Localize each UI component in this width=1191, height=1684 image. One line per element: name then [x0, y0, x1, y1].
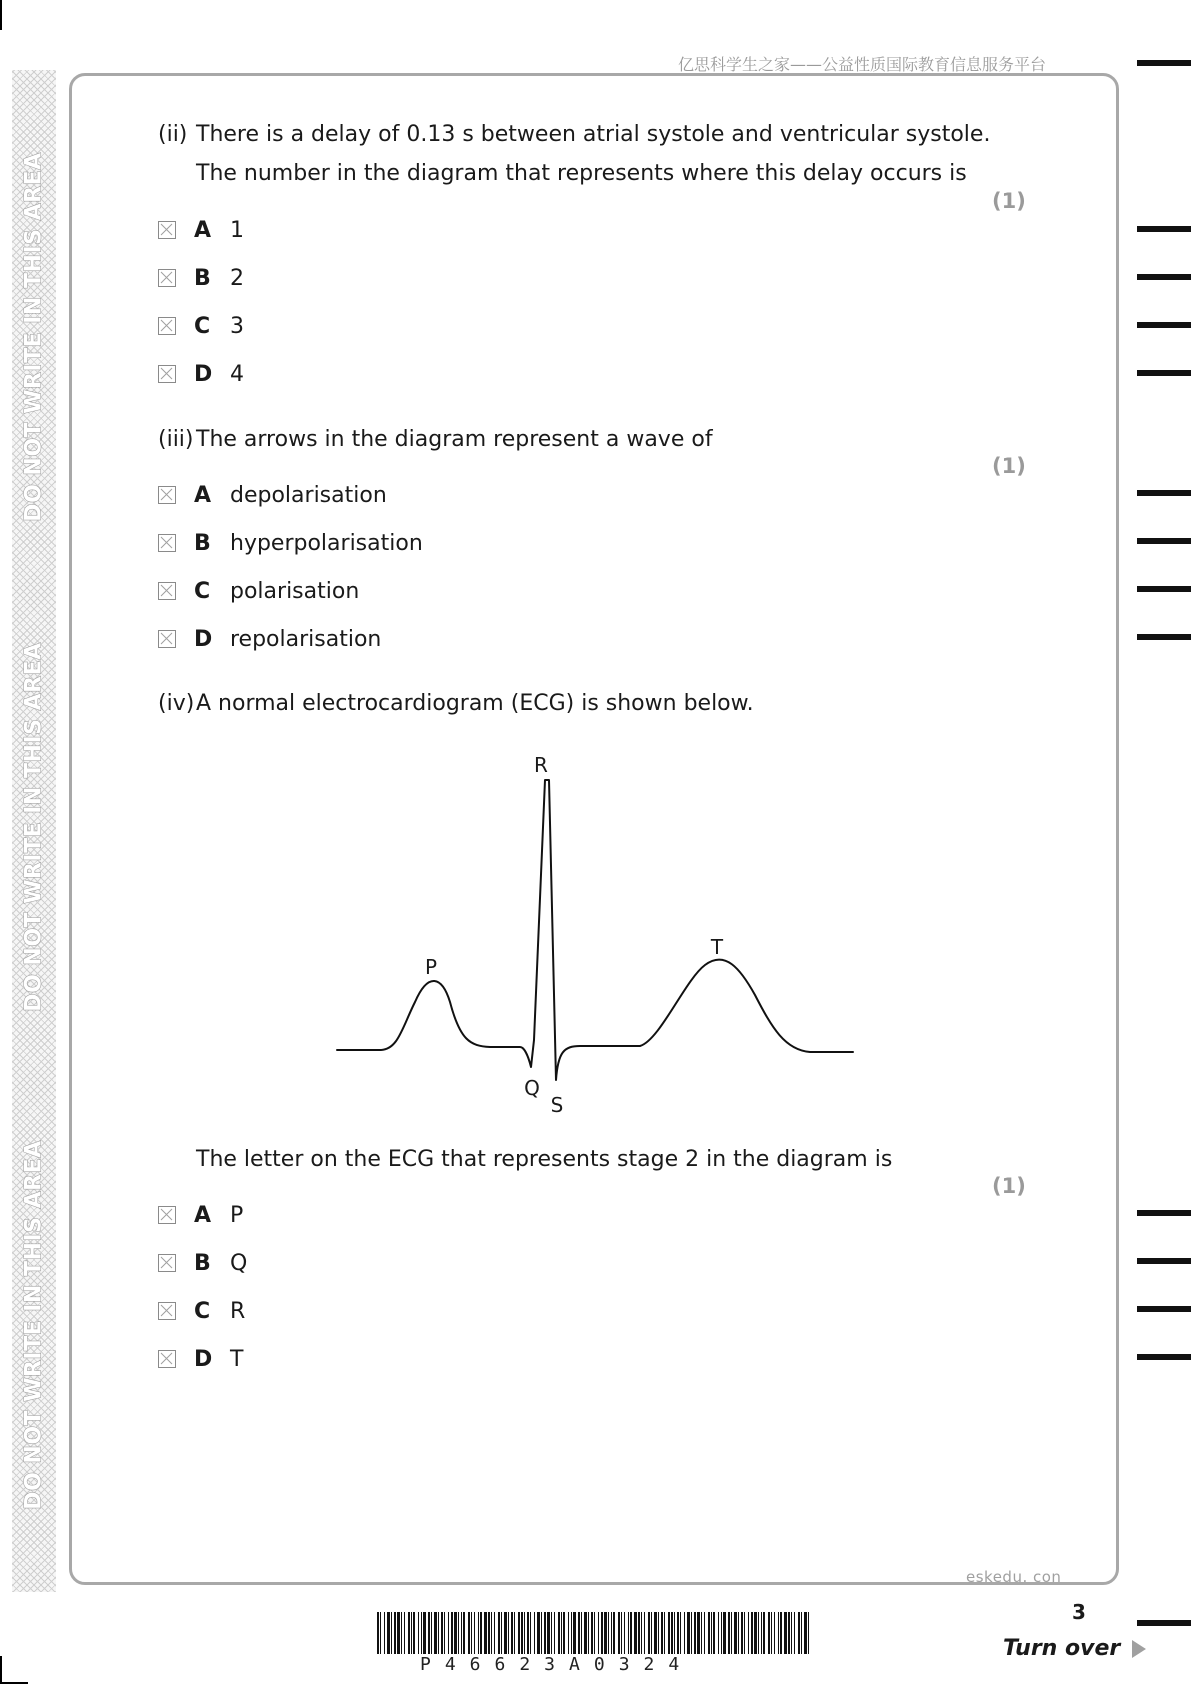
barcode-bar: [658, 1612, 659, 1654]
ecg-label-q: Q: [524, 1076, 540, 1100]
barcode-bar: [561, 1612, 562, 1654]
barcode-bar: [634, 1612, 637, 1654]
barcode-bar: [754, 1612, 757, 1654]
barcode-bar: [501, 1612, 502, 1654]
do-not-write-label: DO NOT WRITE IN THIS AREA: [21, 1140, 47, 1510]
barcode-bar: [608, 1612, 609, 1654]
barcode-bar: [708, 1612, 710, 1654]
barcode-bar: [441, 1612, 443, 1654]
barcode-bar: [604, 1612, 607, 1654]
option-letter: B: [194, 530, 211, 556]
barcode-bar: [624, 1612, 625, 1654]
barcode-bar: [594, 1612, 595, 1654]
marks-label: (1): [992, 189, 1026, 213]
barcode-bar: [484, 1612, 487, 1654]
barcode-bar: [461, 1612, 462, 1654]
option-letter: D: [194, 626, 213, 652]
barcode-bar: [394, 1612, 396, 1654]
barcode-bar: [421, 1612, 422, 1654]
option-text: repolarisation: [230, 626, 382, 652]
barcode-bar: [661, 1612, 663, 1654]
option-text: 3: [230, 313, 244, 339]
barcode-bar: [448, 1612, 449, 1654]
option-letter: A: [194, 217, 212, 243]
barcode-bar: [628, 1612, 629, 1654]
barcode-bar: [584, 1612, 587, 1654]
barcode-bar: [644, 1612, 645, 1654]
barcode-bar: [391, 1612, 392, 1654]
option-row: [158, 313, 244, 339]
answer-checkbox[interactable]: [158, 486, 176, 504]
answer-checkbox[interactable]: [158, 269, 176, 287]
answer-checkbox[interactable]: [158, 1254, 176, 1272]
barcode-bar: [794, 1612, 795, 1654]
barcode-bar: [801, 1612, 802, 1654]
option-text: R: [230, 1298, 246, 1324]
barcode-bar: [524, 1612, 525, 1654]
page-number: 3: [1072, 1600, 1086, 1624]
barcode-bar: [527, 1612, 529, 1654]
barcode-bar: [618, 1612, 620, 1654]
do-not-write-label: DO NOT WRITE IN THIS AREA: [21, 152, 47, 522]
option-letter: D: [194, 1346, 213, 1372]
option-letter: B: [194, 1250, 211, 1276]
option-row: [158, 1298, 245, 1324]
answer-checkbox[interactable]: [158, 365, 176, 383]
barcode-number: P46623A0324: [420, 1654, 694, 1675]
barcode-bar: [521, 1612, 523, 1654]
barcode-bar: [711, 1612, 712, 1654]
barcode-bar: [380, 1612, 381, 1654]
barcode-bar: [404, 1612, 405, 1654]
barcode-bar: [434, 1612, 437, 1654]
answer-checkbox[interactable]: [158, 317, 176, 335]
barcode-bar: [651, 1612, 652, 1654]
question-ii-prompt: The number in the diagram that represents where this delay occurs is: [196, 161, 967, 186]
barcode-bar: [738, 1612, 739, 1654]
barcode-bar: [458, 1612, 459, 1654]
barcode-bar: [431, 1612, 432, 1654]
barcode-bar: [451, 1612, 453, 1654]
question-iv-prompt: The letter on the ECG that represents stage 2 in the diagram is: [196, 1147, 893, 1172]
option-row: [158, 626, 381, 652]
option-text: Q: [230, 1250, 248, 1276]
question-text: A normal electrocardiogram (ECG) is shown below.: [196, 691, 754, 716]
answer-checkbox[interactable]: [158, 534, 176, 552]
barcode-bar: [648, 1612, 650, 1654]
turn-over: [1003, 1636, 1146, 1661]
barcode-bar: [423, 1612, 426, 1654]
barcode-bar: [691, 1612, 692, 1654]
barcode-bar: [508, 1612, 509, 1654]
barcode-bar: [438, 1612, 439, 1654]
answer-checkbox[interactable]: [158, 221, 176, 239]
option-row: [158, 530, 423, 556]
question-iv: [158, 691, 754, 717]
barcode-bar: [621, 1612, 622, 1654]
header-watermark: 亿思科学生之家——公益性质国际教育信息服务平台: [678, 55, 1047, 74]
ecg-trace: [337, 780, 853, 1080]
barcode-bar: [468, 1612, 470, 1654]
answer-checkbox[interactable]: [158, 1302, 176, 1320]
option-row: [158, 1202, 243, 1228]
barcode-bar: [444, 1612, 445, 1654]
barcode-bar: [671, 1612, 673, 1654]
barcode-bar: [741, 1612, 743, 1654]
question-text: The arrows in the diagram represent a wave of: [196, 427, 713, 452]
barcode-bar: [788, 1612, 790, 1654]
barcode-bar: [713, 1612, 715, 1654]
barcode-bar: [491, 1612, 492, 1654]
barcode-bar: [638, 1612, 640, 1654]
barcode-bar: [478, 1612, 479, 1654]
barcode-bar: [418, 1612, 419, 1654]
barcode-bar: [721, 1612, 722, 1654]
barcode-bar: [411, 1612, 412, 1654]
barcode-bar: [744, 1612, 745, 1654]
barcode-bar: [758, 1612, 759, 1654]
barcode-bar: [804, 1612, 807, 1654]
barcode-bar: [558, 1612, 560, 1654]
marks-label: (1): [992, 1174, 1026, 1198]
ecg-label-t: T: [710, 935, 724, 959]
barcode-bar: [530, 1612, 531, 1654]
option-letter: B: [194, 265, 211, 291]
barcode-bar: [613, 1612, 615, 1654]
option-text: 1: [230, 217, 244, 243]
barcode-bar: [387, 1612, 390, 1654]
barcode-bar: [687, 1612, 690, 1654]
barcode-bar: [701, 1612, 702, 1654]
barcode-bar: [763, 1612, 765, 1654]
question-text: There is a delay of 0.13 s between atrial systole and ventricular systole.: [196, 122, 991, 147]
do-not-write-label: DO NOT WRITE IN THIS AREA: [21, 642, 47, 1012]
barcode-bar: [704, 1612, 705, 1654]
crop-mark: [0, 0, 2, 30]
triangle-right-icon: [1132, 1640, 1146, 1658]
barcode-bar: [630, 1612, 632, 1654]
barcode-bar: [578, 1612, 580, 1654]
barcode: [377, 1612, 811, 1654]
option-letter: A: [194, 482, 212, 508]
footer-site-watermark: eskedu. con: [966, 1568, 1062, 1586]
option-letter: C: [194, 578, 211, 604]
barcode-bar: [674, 1612, 675, 1654]
barcode-bar: [554, 1612, 555, 1654]
barcode-bar: [808, 1612, 809, 1654]
barcode-bar: [494, 1612, 495, 1654]
barcode-bar: [664, 1612, 665, 1654]
barcode-bar: [463, 1612, 465, 1654]
barcode-bar: [397, 1612, 400, 1654]
barcode-bar: [778, 1612, 779, 1654]
barcode-bar: [771, 1612, 772, 1654]
barcode-bar: [474, 1612, 475, 1654]
barcode-bar: [641, 1612, 642, 1654]
barcode-bar: [694, 1612, 696, 1654]
option-text: 2: [230, 265, 244, 291]
barcode-bar: [588, 1612, 589, 1654]
option-text: T: [230, 1346, 244, 1372]
barcode-bar: [718, 1612, 719, 1654]
option-row: [158, 578, 359, 604]
barcode-bar: [611, 1612, 612, 1654]
barcode-bar: [668, 1612, 670, 1654]
option-letter: D: [194, 361, 213, 387]
option-text: hyperpolarisation: [230, 530, 423, 556]
option-letter: A: [194, 1202, 212, 1228]
question-number: (ii): [158, 122, 188, 147]
ecg-label-p: P: [424, 955, 438, 979]
barcode-bar: [377, 1612, 379, 1654]
barcode-bar: [654, 1612, 657, 1654]
barcode-bar: [401, 1612, 402, 1654]
option-row: [158, 1346, 243, 1372]
ecg-label-r: R: [534, 753, 548, 777]
barcode-bar: [784, 1612, 787, 1654]
question-iii: [158, 427, 713, 453]
barcode-bar: [454, 1612, 457, 1654]
barcode-bar: [534, 1612, 535, 1654]
option-text: P: [230, 1202, 244, 1228]
barcode-bar: [408, 1612, 410, 1654]
option-row: [158, 217, 244, 243]
barcode-bar: [544, 1612, 546, 1654]
barcode-bar: [791, 1612, 792, 1654]
option-letter: C: [194, 313, 211, 339]
barcode-bar: [488, 1612, 490, 1654]
option-letter: C: [194, 1298, 211, 1324]
barcode-bar: [571, 1612, 572, 1654]
barcode-bar: [768, 1612, 770, 1654]
barcode-bar: [480, 1612, 482, 1654]
barcode-bar: [551, 1612, 552, 1654]
barcode-bar: [723, 1612, 726, 1654]
barcode-bar: [563, 1612, 565, 1654]
option-row: [158, 482, 387, 508]
crop-mark: [0, 1656, 2, 1684]
barcode-bar: [518, 1612, 520, 1654]
barcode-bar: [591, 1612, 593, 1654]
option-row: [158, 361, 244, 387]
barcode-bar: [384, 1612, 385, 1654]
barcode-bar: [774, 1612, 775, 1654]
barcode-bar: [680, 1612, 681, 1654]
option-text: depolarisation: [230, 482, 387, 508]
ecg-label-s: S: [550, 1093, 564, 1117]
question-ii: [158, 122, 990, 148]
barcode-bar: [598, 1612, 599, 1654]
barcode-bar: [547, 1612, 550, 1654]
barcode-bar: [581, 1612, 582, 1654]
barcode-bar: [748, 1612, 749, 1654]
barcode-bar: [514, 1612, 515, 1654]
barcode-bar: [511, 1612, 513, 1654]
barcode-bar: [568, 1612, 569, 1654]
option-row: [158, 265, 244, 291]
barcode-bar: [573, 1612, 576, 1654]
answer-checkbox[interactable]: [158, 1206, 176, 1224]
answer-checkbox[interactable]: [158, 630, 176, 648]
barcode-bar: [697, 1612, 700, 1654]
answer-checkbox[interactable]: [158, 582, 176, 600]
option-text: 4: [230, 361, 244, 387]
barcode-bar: [601, 1612, 603, 1654]
ecg-diagram: [330, 740, 870, 1120]
question-number: (iv): [158, 691, 195, 716]
option-row: [158, 1250, 247, 1276]
barcode-bar: [428, 1612, 430, 1654]
turn-over-label: Turn over: [1003, 1636, 1121, 1661]
barcode-bar: [798, 1612, 800, 1654]
barcode-bar: [684, 1612, 685, 1654]
option-text: polarisation: [230, 578, 360, 604]
barcode-bar: [728, 1612, 730, 1654]
barcode-bar: [504, 1612, 507, 1654]
barcode-bar: [541, 1612, 542, 1654]
barcode-bar: [498, 1612, 500, 1654]
barcode-bar: [761, 1612, 762, 1654]
barcode-bar: [471, 1612, 472, 1654]
barcode-bar: [677, 1612, 679, 1654]
barcode-bar: [731, 1612, 732, 1654]
barcode-bar: [537, 1612, 540, 1654]
marks-label: (1): [992, 454, 1026, 478]
question-number: (iii): [158, 427, 194, 452]
answer-checkbox[interactable]: [158, 1350, 176, 1368]
barcode-bar: [780, 1612, 782, 1654]
barcode-bar: [734, 1612, 737, 1654]
barcode-bar: [751, 1612, 753, 1654]
barcode-bar: [413, 1612, 415, 1654]
